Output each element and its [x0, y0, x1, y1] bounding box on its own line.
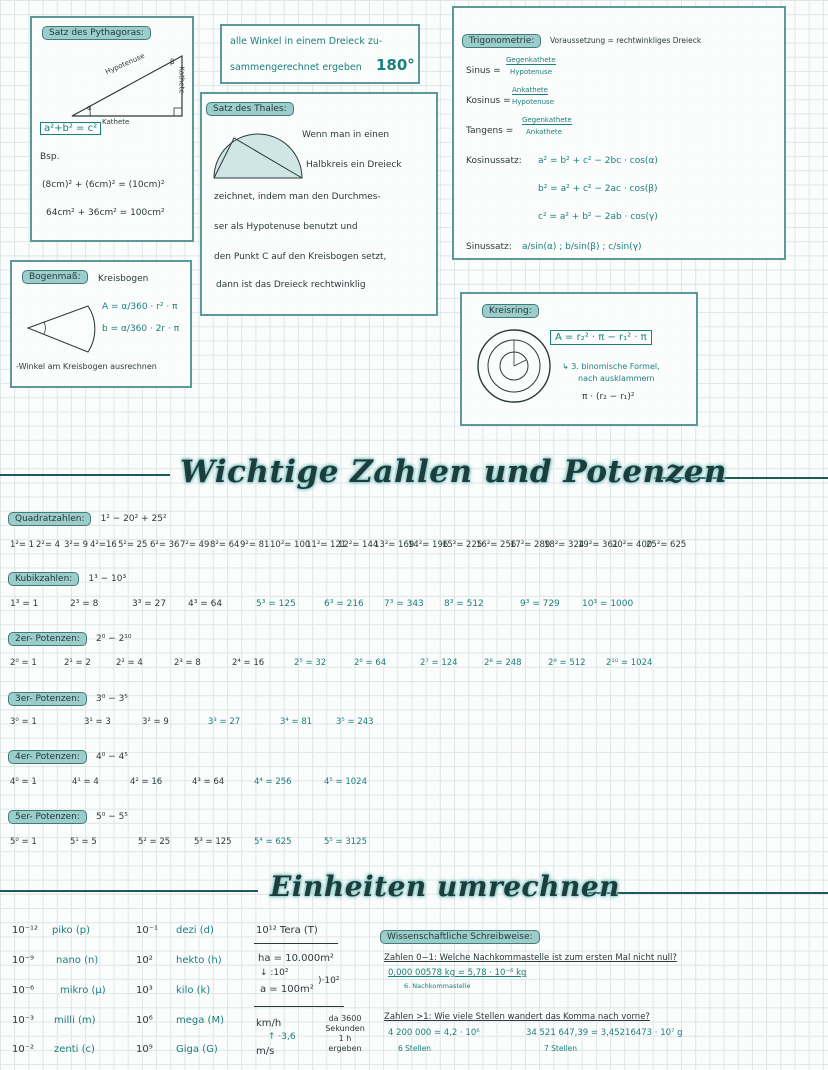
banner-2-right-line — [588, 892, 828, 894]
vierer-value: 4⁵ = 1024 — [324, 777, 367, 787]
quadrat-value: 9²= 81 — [240, 540, 270, 550]
kubik-value: 2³ = 8 — [70, 599, 99, 609]
kubik-value: 1³ = 1 — [10, 599, 39, 609]
kreisring-box — [460, 292, 698, 426]
dreier-value: 3⁴ = 81 — [280, 717, 313, 727]
kreisring-title: Kreisring: — [482, 304, 539, 318]
quadrat-value: 18²= 324 — [544, 540, 585, 550]
kreisring-note-2: nach ausklammern — [578, 374, 655, 383]
thales-line-3: zeichnet, indem man den Durchmes- — [214, 192, 381, 202]
kosinus-denominator: Hypotenuse — [512, 98, 555, 106]
bogenmass-subtitle: Kreisbogen — [98, 274, 149, 284]
kosinussatz-label: Kosinussatz: — [466, 156, 522, 166]
kosinussatz-2: b² = a² + c² − 2ac · cos(β) — [538, 184, 658, 194]
kubik-value: 7³ = 343 — [384, 599, 424, 609]
speed-kmh: km/h — [256, 1018, 282, 1029]
sinus-numerator: Gegenkathete — [506, 56, 556, 64]
vierer-values — [10, 777, 384, 787]
vierer-value: 4² = 16 — [130, 777, 163, 787]
quadrat-value: 11²= 121 — [306, 540, 347, 550]
kosinussatz-1: a² = b² + c² − 2bc · cos(α) — [538, 156, 658, 166]
sinus-label: Sinus = — [466, 66, 501, 76]
scientific-tag: Wissenschaftliche Schreibweise: — [380, 930, 540, 944]
speed-note: da 3600 Sekunden 1 h ergeben — [325, 1014, 365, 1053]
prefix-exp: 10⁶ — [136, 1015, 153, 1026]
fuenfer-value: 5⁰ = 1 — [10, 837, 37, 847]
quadrat-value: 10²= 100 — [270, 540, 311, 550]
zweier-value: 2⁶ = 64 — [354, 658, 387, 668]
kosinus-numerator: Ankathete — [512, 86, 548, 94]
quadrat-values — [10, 540, 687, 550]
thales-box — [200, 92, 438, 316]
sinussatz-formula: a/sin(α) ; b/sin(β) ; c/sin(γ) — [522, 242, 642, 252]
vierer-value: 4³ = 64 — [192, 777, 225, 787]
vierer-value: 4⁰ = 1 — [10, 777, 37, 787]
prefix-exp: 10⁻⁹ — [12, 955, 35, 966]
speed-factor: ↑ ·3,6 — [268, 1032, 296, 1042]
tangens-label: Tangens = — [466, 126, 514, 136]
tera-prefix: 10¹² Tera (T) — [256, 925, 318, 936]
kubik-value: 4³ = 64 — [188, 599, 223, 609]
scientific-example-1-note: 6. Nachkommastelle — [404, 982, 471, 990]
fuenfer-header — [8, 804, 128, 824]
zweier-value: 2⁷ = 124 — [420, 658, 458, 668]
prefix-name: zenti (c) — [54, 1044, 95, 1055]
example-label: Bsp. — [40, 152, 60, 162]
angle-sum-box — [220, 24, 420, 84]
tangens-denominator: Ankathete — [526, 128, 562, 136]
vierer-range: 4⁰ − 4⁵ — [95, 752, 128, 762]
thales-semicircle-diagram — [210, 128, 306, 184]
dreier-value: 3² = 9 — [142, 717, 169, 727]
bogenmass-note: -Winkel am Kreisbogen ausrechnen — [16, 362, 157, 371]
fuenfer-value: 5² = 25 — [138, 837, 171, 847]
speed-ms: m/s — [256, 1046, 275, 1057]
scientific-example-3: 34 521 647,39 = 3,45216473 · 10⁷ g — [526, 1028, 683, 1038]
prefix-name: nano (n) — [56, 955, 99, 966]
kubik-header — [8, 566, 126, 586]
hypotenuse-label: Hypotenuse — [104, 51, 146, 77]
area-conv-down: ↓ :10² — [260, 968, 289, 978]
quadrat-tag: Quadratzahlen: — [8, 512, 91, 526]
scientific-example-1: 0,000 00578 kg = 5,78 · 10⁻⁶ kg — [388, 968, 527, 978]
quadrat-value: 2²= 4 — [36, 540, 61, 550]
bogenmass-title: Bogenmaß: — [22, 270, 88, 284]
prefix-name: mega (M) — [176, 1015, 224, 1026]
zweier-header — [8, 626, 132, 646]
zweier-value: 2² = 4 — [116, 658, 143, 668]
quadrat-value: 3²= 9 — [64, 540, 89, 550]
dreier-value: 3⁵ = 243 — [336, 717, 374, 727]
scientific-example-2: 4 200 000 = 4,2 · 10⁶ — [388, 1028, 480, 1038]
quadrat-value: 4²=16 — [90, 540, 117, 550]
quadrat-value: 15²= 225 — [442, 540, 483, 550]
quadrat-value: 20²= 400 — [612, 540, 653, 550]
dreier-value: 3⁰ = 1 — [10, 717, 37, 727]
kubik-tag: Kubikzahlen: — [8, 572, 79, 586]
fuenfer-tag: 5er- Potenzen: — [8, 810, 87, 824]
zweier-value: 2⁸ = 248 — [484, 658, 522, 668]
quadrat-value: 19²= 361 — [578, 540, 619, 550]
annulus-diagram — [474, 326, 554, 406]
scientific-question-1: Zahlen 0−1: Welche Nachkommastelle ist zum ersten Mal nicht null? — [384, 953, 677, 963]
tangens-numerator: Gegenkathete — [522, 116, 572, 124]
banner-potenzen: Wichtige Zahlen und Potenzen — [180, 454, 727, 490]
banner-2-left-line — [0, 890, 258, 892]
scientific-example-2-note: 6 Stellen — [398, 1044, 432, 1053]
pythagoras-box — [30, 16, 194, 242]
trigonometry-box — [452, 6, 786, 260]
quadrat-value: 12²= 144 — [338, 540, 379, 550]
kreisring-result: π · (r₂ − r₁)² — [582, 392, 635, 402]
fuenfer-value: 5⁵ = 3125 — [324, 837, 367, 847]
dreier-range: 3⁰ − 3⁵ — [95, 694, 128, 704]
kubik-value: 9³ = 729 — [520, 599, 560, 609]
kubik-value: 3³ = 27 — [132, 599, 167, 609]
quadrat-header — [8, 506, 167, 526]
angle-sum-value: 180° — [376, 56, 415, 74]
trig-condition: Voraussetzung = rechtwinkliges Dreieck — [550, 36, 702, 45]
bogenmass-formula-a: A = α/360 · r² · π — [102, 302, 178, 312]
quadrat-value: 6²= 36 — [150, 540, 180, 550]
kubik-range: 1³ − 10³ — [88, 574, 127, 584]
kosinussatz-3: c² = a² + b² − 2ab · cos(γ) — [538, 212, 658, 222]
vierer-value: 4⁴ = 256 — [254, 777, 292, 787]
kreisring-formula: A = r₂² · π − r₁² · π — [550, 330, 652, 345]
zweier-value: 2⁰ = 1 — [10, 658, 37, 668]
area-divider — [254, 943, 338, 944]
pythagoras-formula: a²+b² = c² — [40, 122, 101, 135]
quadrat-value: 17²= 289 — [510, 540, 551, 550]
sinus-denominator: Hypotenuse — [510, 68, 553, 76]
sinussatz-label: Sinussatz: — [466, 242, 512, 252]
quadrat-value: 1²= 1 — [10, 540, 35, 550]
example-line-1: (8cm)² + (6cm)² = (10cm)² — [42, 180, 165, 190]
alpha-label: α — [87, 104, 92, 112]
prefix-name: kilo (k) — [176, 985, 211, 996]
dreier-tag: 3er- Potenzen: — [8, 692, 87, 706]
quadrat-value: 5²= 25 — [118, 540, 148, 550]
banner-1-left-line — [0, 474, 170, 476]
scientific-example-3-note: 7 Stellen — [544, 1044, 578, 1053]
dreier-values — [10, 717, 396, 727]
thales-line-2: Halbkreis ein Dreieck — [306, 160, 402, 170]
sector-diagram — [22, 302, 98, 356]
angle-sum-line-1: alle Winkel in einem Dreieck zu- — [230, 36, 383, 47]
prefix-name: Giga (G) — [176, 1044, 218, 1055]
zweier-value: 2¹ = 2 — [64, 658, 91, 668]
thales-line-1: Wenn man in einen — [302, 130, 390, 140]
thales-line-5: den Punkt C auf den Kreisbogen setzt, — [214, 252, 387, 262]
prefix-name: mikro (µ) — [60, 985, 106, 996]
zweier-value: 2¹⁰ = 1024 — [606, 658, 653, 668]
fuenfer-value: 5⁴ = 625 — [254, 837, 292, 847]
thales-title: Satz des Thales: — [206, 102, 294, 116]
example-line-2: 64cm² + 36cm² = 100cm² — [46, 208, 165, 218]
thales-line-6: dann ist das Dreieck rechtwinklig — [216, 280, 366, 290]
dreier-value: 3¹ = 3 — [84, 717, 111, 727]
quadrat-value: 14²= 196 — [408, 540, 449, 550]
scientific-question-2: Zahlen >1: Wie viele Stellen wandert das Komma nach vorne? — [384, 1012, 650, 1022]
prefix-exp: 10⁻¹ — [136, 925, 159, 936]
prefix-exp: 10³ — [136, 985, 153, 996]
prefix-exp: 10⁻³ — [12, 1015, 35, 1026]
kathete-side-label: Kathete — [177, 66, 186, 94]
zweier-tag: 2er- Potenzen: — [8, 632, 87, 646]
kathete-bottom-label: Kathete — [102, 118, 130, 126]
fuenfer-value: 5¹ = 5 — [70, 837, 97, 847]
zweier-value: 2⁵ = 32 — [294, 658, 327, 668]
prefix-name: piko (p) — [52, 925, 91, 936]
quadrat-range: 1² − 20² + 25² — [100, 514, 167, 524]
zweier-value: 2³ = 8 — [174, 658, 201, 668]
beta-label: β — [170, 58, 175, 66]
kosinus-label: Kosinus = — [466, 96, 511, 106]
fuenfer-value: 5³ = 125 — [194, 837, 232, 847]
dreier-header — [8, 686, 128, 706]
vierer-value: 4¹ = 4 — [72, 777, 99, 787]
dreier-value: 3³ = 27 — [208, 717, 241, 727]
prefix-exp: 10⁻² — [12, 1044, 35, 1055]
quadrat-value: 8²= 64 — [210, 540, 240, 550]
zweier-value: 2⁹ = 512 — [548, 658, 586, 668]
thales-line-4: ser als Hypotenuse benutzt und — [214, 222, 358, 232]
zweier-range: 2⁰ − 2¹⁰ — [95, 634, 132, 644]
trig-title: Trigonometrie: — [462, 34, 541, 48]
prefix-exp: 10⁻¹² — [12, 925, 39, 936]
zweier-value: 2⁴ = 16 — [232, 658, 265, 668]
area-ha: ha = 10.000m² — [258, 953, 334, 964]
quadrat-value: 25²= 625 — [646, 540, 687, 550]
area-conv-up: )·10² — [318, 976, 340, 986]
prefix-name: milli (m) — [54, 1015, 96, 1026]
vierer-header — [8, 744, 128, 764]
quadrat-value: 13²= 169 — [374, 540, 415, 550]
kubik-value: 5³ = 125 — [256, 599, 296, 609]
area-a: a = 100m² — [260, 984, 314, 995]
quadrat-value: 16²= 256 — [476, 540, 517, 550]
prefix-name: hekto (h) — [176, 955, 222, 966]
fuenfer-values — [10, 837, 384, 847]
kubik-values — [10, 599, 642, 609]
angle-sum-line-2: sammengerechnet ergeben — [230, 62, 362, 73]
speed-divider — [254, 1006, 344, 1007]
bogenmass-box — [10, 260, 192, 388]
kreisring-note-1: ↳ 3. binomische Formel, — [562, 362, 660, 371]
quadrat-value: 7²= 49 — [180, 540, 210, 550]
kubik-value: 6³ = 216 — [324, 599, 364, 609]
bogenmass-formula-b: b = α/360 · 2r · π — [102, 324, 180, 334]
prefix-exp: 10⁹ — [136, 1044, 153, 1055]
vierer-tag: 4er- Potenzen: — [8, 750, 87, 764]
fuenfer-range: 5⁰ − 5⁵ — [95, 812, 128, 822]
kubik-value: 8³ = 512 — [444, 599, 484, 609]
prefix-exp: 10⁻⁶ — [12, 985, 35, 996]
pythagoras-title: Satz des Pythagoras: — [42, 26, 151, 40]
prefix-exp: 10² — [136, 955, 153, 966]
kubik-value: 10³ = 1000 — [582, 599, 634, 609]
banner-einheiten: Einheiten umrechnen — [270, 870, 620, 903]
zweier-values — [10, 658, 666, 668]
prefix-name: dezi (d) — [176, 925, 214, 936]
